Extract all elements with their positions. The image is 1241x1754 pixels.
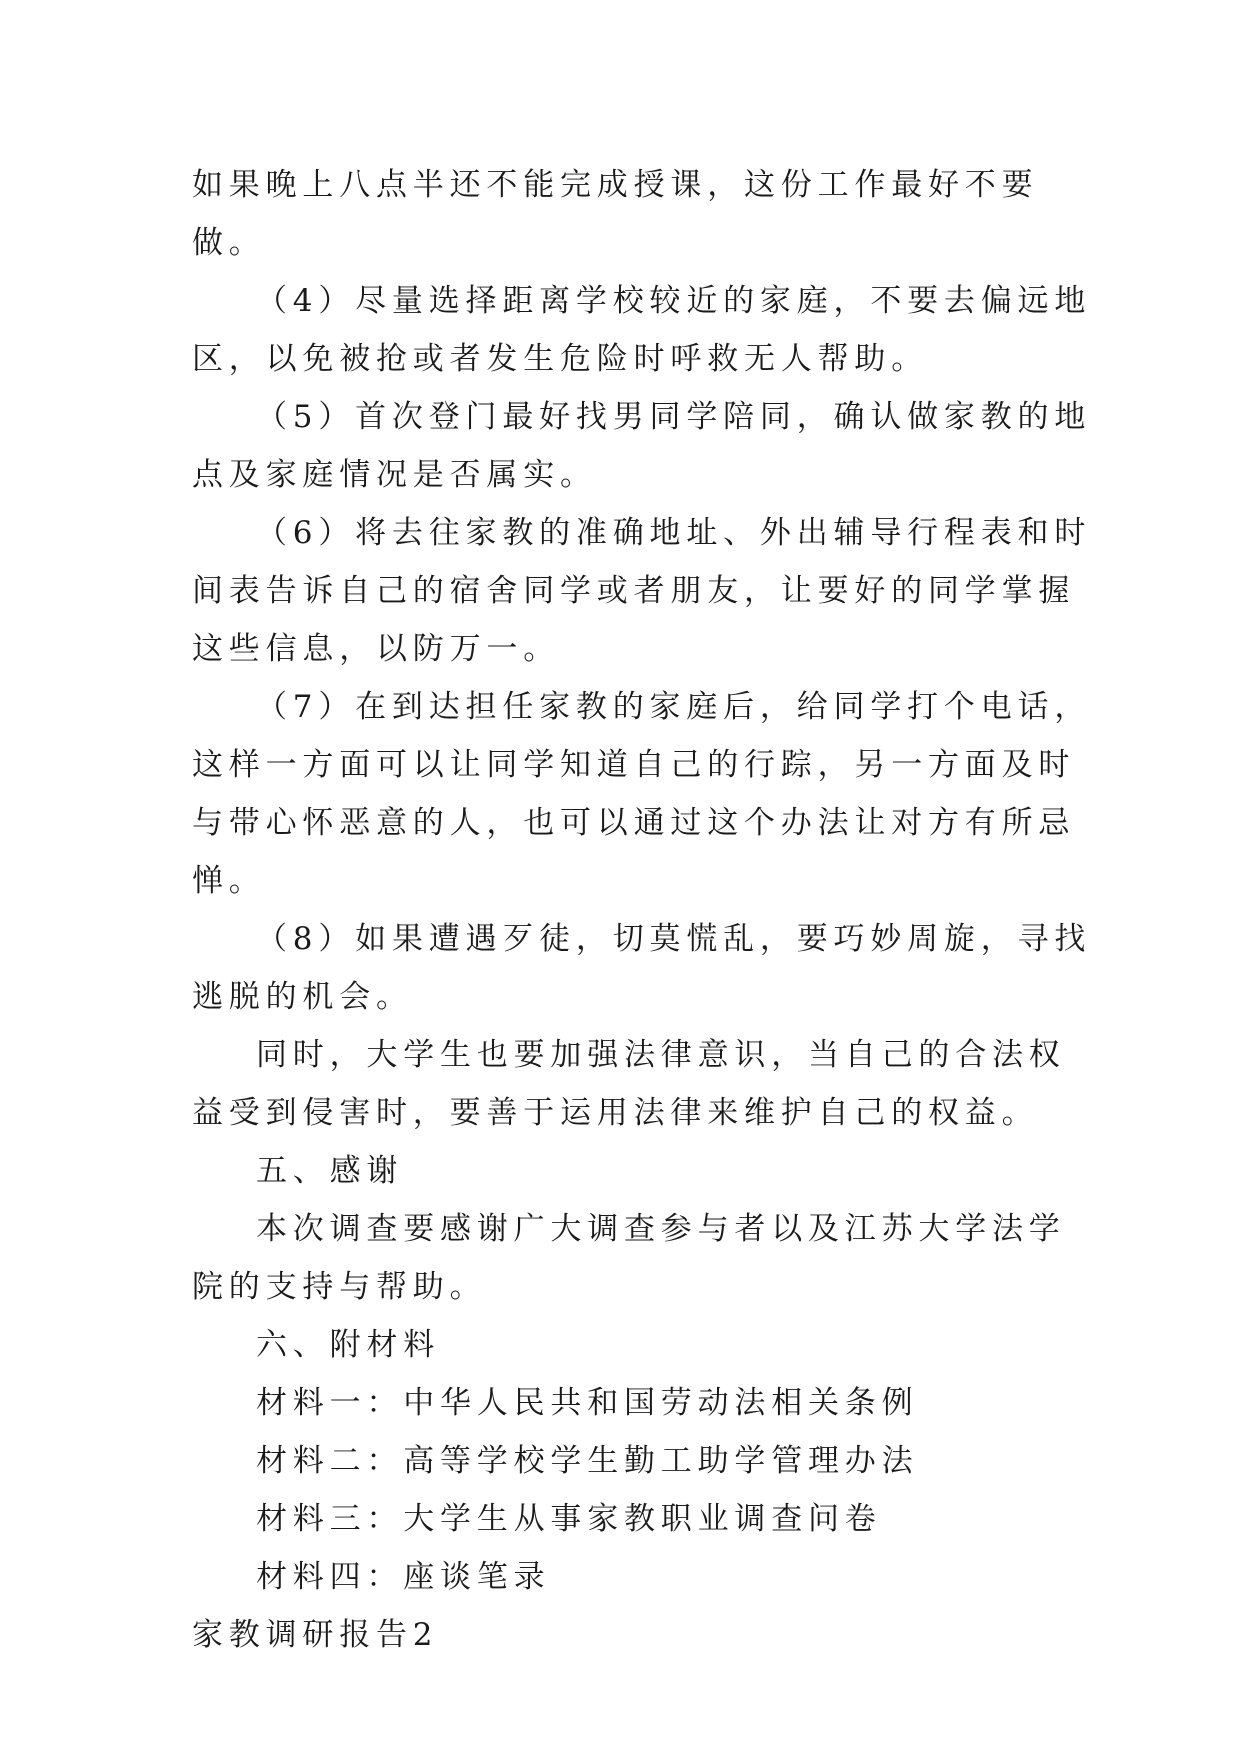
section-heading-materials: 六、附材料 — [256, 1327, 440, 1363]
document-body — [192, 156, 1092, 1664]
paragraph-thanks: 本次调查要感谢广大调查参与者以及江苏大学法学院的支持与帮助。 — [192, 1211, 1066, 1305]
paragraph-item-7: （7）在到达担任家教的家庭后，给同学打个电话，这样一方面可以让同学知道自己的行踪，另一方面及时与带心怀恶意的人，也可以通过这个办法让对方有所忌惮。 — [192, 689, 1092, 899]
material-item: 材料二：高等学校学生勤工助学管理办法 — [256, 1443, 919, 1479]
next-report-title: 家教调研报告2 — [192, 1617, 439, 1653]
paragraph-item-8: （8）如果遭遇歹徒，切莫慌乱，要巧妙周旋，寻找逃脱的机会。 — [192, 921, 1092, 1015]
paragraph-item-4: （4）尽量选择距离学校较近的家庭，不要去偏远地区，以免被抢或者发生危险时呼救无人帮助。 — [192, 283, 1092, 377]
material-item: 材料三：大学生从事家教职业调查问卷 — [256, 1501, 882, 1537]
material-item: 材料四：座谈笔录 — [256, 1559, 551, 1595]
paragraph-item-6: （6）将去往家教的准确地址、外出辅导行程表和时间表告诉自己的宿舍同学或者朋友，让要好的同学掌握这些信息，以防万一。 — [192, 515, 1092, 667]
paragraph-continuation: 如果晚上八点半还不能完成授课，这份工作最好不要做。 — [192, 167, 1039, 261]
material-item: 材料一：中华人民共和国劳动法相关条例 — [256, 1385, 919, 1421]
paragraph-law-awareness: 同时，大学生也要加强法律意识，当自己的合法权益受到侵害时，要善于运用法律来维护自己的权益。 — [192, 1037, 1066, 1131]
section-heading-thanks: 五、感谢 — [256, 1153, 404, 1189]
paragraph-item-5: （5）首次登门最好找男同学陪同，确认做家教的地点及家庭情况是否属实。 — [192, 399, 1092, 493]
